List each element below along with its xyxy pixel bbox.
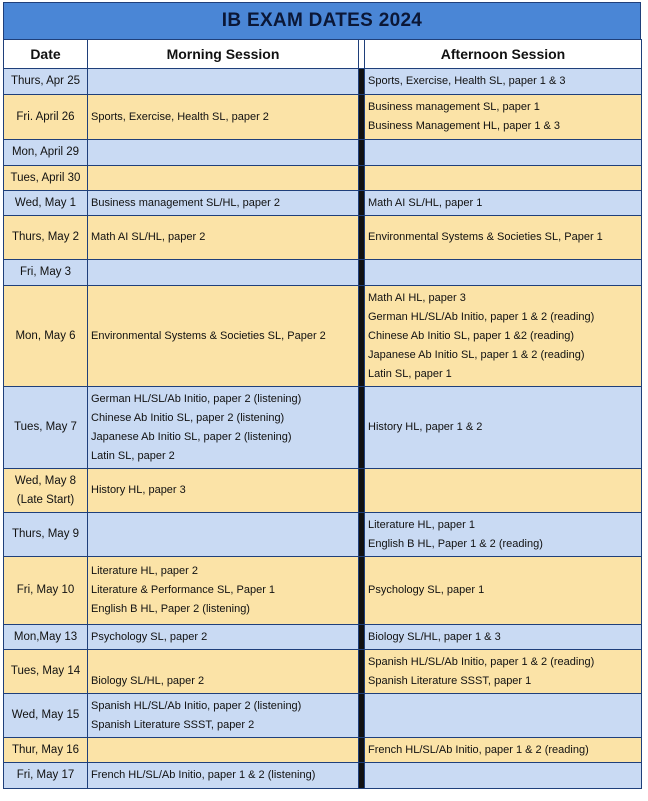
afternoon-cell-line: Psychology SL, paper 1 [368, 584, 485, 596]
afternoon-cell-line: Biology SL/HL, paper 1 & 3 [368, 630, 501, 643]
morning-cell-line: Literature HL, paper 2 [91, 565, 199, 577]
date-cell-line: Thurs, May 2 [11, 231, 80, 243]
exam-schedule [3, 2, 641, 789]
date-cell [4, 650, 88, 694]
morning-cell [88, 166, 359, 191]
morning-cell-line: Latin SL, paper 2 [91, 449, 175, 462]
morning-cell [88, 738, 359, 763]
schedule-body [4, 69, 642, 789]
afternoon-cell-line: English B HL, Paper 1 & 2 (reading) [368, 537, 543, 550]
morning-cell [88, 513, 359, 557]
afternoon-cell-line: Math AI SL/HL, paper 1 [368, 196, 483, 209]
afternoon-cell [365, 260, 642, 286]
table-row [4, 286, 642, 387]
morning-cell-line: Sports, Exercise, Health SL, paper 2 [91, 110, 269, 123]
date-cell [4, 191, 88, 216]
morning-cell-line: Business management SL/HL, paper 2 [91, 196, 280, 209]
table-row [4, 557, 642, 625]
morning-cell-line: Environmental Systems & Societies SL, Paper 2 [91, 329, 326, 342]
table-row [4, 763, 642, 789]
afternoon-cell-line: Business management SL, paper 1 [368, 101, 540, 113]
afternoon-cell [365, 557, 642, 625]
date-cell-line: Tues, April 30 [10, 171, 81, 184]
afternoon-cell [365, 140, 642, 166]
date-cell-line: Wed, May 15 [11, 709, 80, 721]
date-cell [4, 763, 88, 789]
date-cell [4, 557, 88, 625]
date-cell-line: Mon,May 13 [13, 630, 78, 643]
morning-cell-line: Math AI SL/HL, paper 2 [91, 231, 206, 243]
morning-cell [88, 625, 359, 650]
date-cell-line: Wed, May 1 [14, 196, 77, 209]
afternoon-cell-line: Business Management HL, paper 1 & 3 [368, 120, 561, 132]
afternoon-cell [365, 286, 642, 387]
afternoon-cell-line: Japanese Ab Initio SL, paper 1 & 2 (reading) [368, 348, 585, 361]
date-cell-line: Mon, April 29 [11, 146, 80, 158]
afternoon-cell [365, 387, 642, 469]
table-row [4, 738, 642, 763]
date-cell [4, 166, 88, 191]
morning-cell-line: Biology SL/HL, paper 2 [91, 675, 205, 687]
table-row [4, 387, 642, 469]
morning-cell [88, 650, 359, 694]
afternoon-cell [365, 216, 642, 260]
table-row [4, 260, 642, 286]
date-cell [4, 694, 88, 738]
date-cell-line: Thurs, Apr 25 [10, 75, 81, 87]
date-cell [4, 140, 88, 166]
afternoon-cell [365, 763, 642, 789]
table-row [4, 166, 642, 191]
date-cell [4, 260, 88, 286]
afternoon-cell-line: Sports, Exercise, Health SL, paper 1 & 3 [368, 75, 566, 87]
date-cell-line: Fri, May 10 [16, 584, 75, 596]
afternoon-cell [365, 95, 642, 140]
date-cell [4, 738, 88, 763]
morning-cell [88, 763, 359, 789]
morning-cell [88, 216, 359, 260]
date-cell [4, 469, 88, 513]
table-row [4, 469, 642, 513]
morning-cell [88, 69, 359, 95]
date-cell-line: Tues, May 7 [14, 421, 77, 433]
date-cell [4, 513, 88, 557]
date-cell [4, 95, 88, 140]
table-row [4, 650, 642, 694]
afternoon-cell [365, 694, 642, 738]
morning-cell [88, 387, 359, 469]
morning-cell [88, 469, 359, 513]
table-row [4, 69, 642, 95]
date-cell [4, 625, 88, 650]
morning-column-header: Morning Session [88, 40, 359, 69]
afternoon-cell [365, 513, 642, 557]
table-row [4, 625, 642, 650]
date-cell-line: Thurs, May 9 [11, 528, 80, 540]
table-row [4, 216, 642, 260]
morning-cell [88, 140, 359, 166]
morning-cell [88, 286, 359, 387]
afternoon-cell-line: German HL/SL/Ab Initio, paper 1 & 2 (reading) [368, 310, 595, 323]
morning-cell [88, 694, 359, 738]
date-cell [4, 69, 88, 95]
morning-cell-line: French HL/SL/Ab Initio, paper 1 & 2 (listening) [91, 769, 316, 781]
page-title: IB EXAM DATES 2024 [3, 2, 641, 39]
date-cell-line: Tues, May 14 [10, 665, 81, 677]
afternoon-column-header: Afternoon Session [365, 40, 642, 69]
morning-cell-line: German HL/SL/Ab Initio, paper 2 (listening) [91, 392, 302, 405]
date-cell-line: (Late Start) [16, 493, 75, 506]
afternoon-cell-line: Spanish Literature SSST, paper 1 [368, 674, 532, 687]
afternoon-cell [365, 738, 642, 763]
date-cell-line: Fri, May 17 [16, 769, 75, 781]
morning-cell [88, 191, 359, 216]
afternoon-cell-line: Chinese Ab Initio SL, paper 1 &2 (reading) [368, 329, 575, 342]
table-row [4, 191, 642, 216]
table-row [4, 694, 642, 738]
morning-cell-line: Japanese Ab Initio SL, paper 2 (listening) [91, 430, 292, 443]
afternoon-cell-line: Math AI HL, paper 3 [368, 291, 466, 304]
header-row [4, 40, 642, 69]
afternoon-cell [365, 191, 642, 216]
morning-cell-line: Chinese Ab Initio SL, paper 2 (listening) [91, 411, 285, 424]
afternoon-cell-line: Spanish HL/SL/Ab Initio, paper 1 & 2 (reading) [368, 655, 595, 668]
morning-cell-line: English B HL, Paper 2 (listening) [91, 603, 250, 615]
morning-cell-line: Literature & Performance SL, Paper 1 [91, 584, 276, 596]
morning-cell-line: Spanish Literature SSST, paper 2 [91, 718, 255, 731]
date-column-header: Date [4, 40, 88, 69]
morning-cell [88, 95, 359, 140]
morning-cell [88, 557, 359, 625]
afternoon-cell-line: Latin SL, paper 1 [368, 367, 452, 380]
afternoon-cell-line: Environmental Systems & Societies SL, Paper 1 [368, 231, 603, 243]
afternoon-cell-line: French HL/SL/Ab Initio, paper 1 & 2 (reading) [368, 743, 589, 756]
afternoon-cell-line: History HL, paper 1 & 2 [368, 421, 483, 433]
morning-cell-line: History HL, paper 3 [91, 484, 186, 496]
afternoon-cell [365, 69, 642, 95]
afternoon-cell [365, 166, 642, 191]
date-cell-line: Wed, May 8 [14, 474, 77, 487]
table-row [4, 140, 642, 166]
date-cell [4, 216, 88, 260]
table-row [4, 95, 642, 140]
morning-cell [88, 260, 359, 286]
date-cell-line: Fri, May 3 [19, 266, 72, 278]
date-cell-line: Thur, May 16 [11, 743, 80, 756]
schedule-table [3, 39, 642, 789]
afternoon-cell [365, 625, 642, 650]
afternoon-cell [365, 469, 642, 513]
morning-cell-line: Spanish HL/SL/Ab Initio, paper 2 (listening) [91, 699, 302, 712]
table-row [4, 513, 642, 557]
date-cell [4, 286, 88, 387]
date-cell-line: Mon, May 6 [15, 329, 76, 342]
date-cell [4, 387, 88, 469]
morning-cell-line: Psychology SL, paper 2 [91, 630, 208, 643]
afternoon-cell-line: Literature HL, paper 1 [368, 518, 476, 531]
date-cell-line: Fri. April 26 [16, 110, 75, 123]
afternoon-cell [365, 650, 642, 694]
